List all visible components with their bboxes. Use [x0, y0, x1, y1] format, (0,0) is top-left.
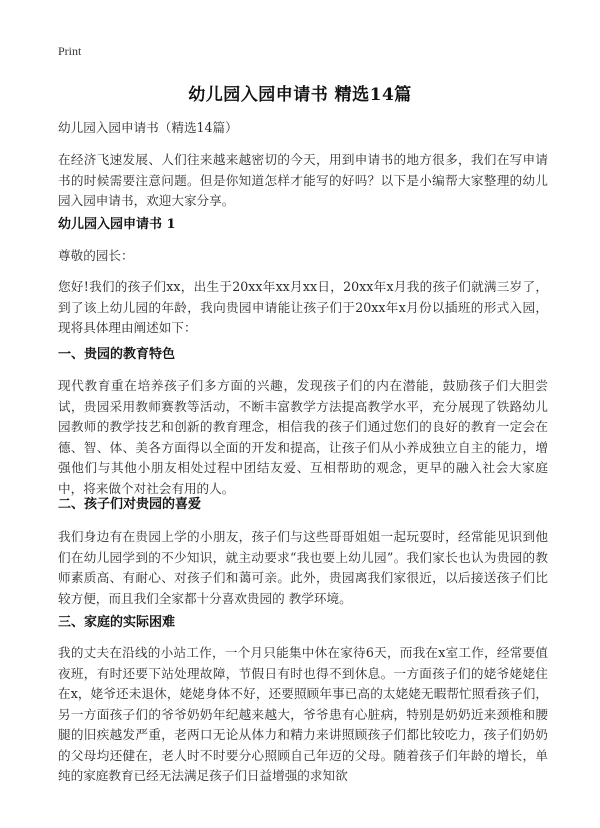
salutation: 尊敬的园长： — [58, 248, 134, 263]
section-title: 幼儿园入园申请书 1 — [58, 217, 176, 232]
heading-family-difficulties: 三、家庭的实际困难 — [58, 615, 176, 630]
intro-paragraph: 在经济飞速发展、人们往来越来越密切的今天，用到申请书的地方很多，我们在写申请书的时候需要注意问题。但是你知道怎样才能写的好吗？以下是小编帮大家整理的幼儿园入园申请书，欢迎大家分享。 — [58, 152, 548, 208]
paragraph-education-features: 现代教育重在培养孩子们多方面的兴趣，发现孩子们的内在潜能，鼓励孩子们大胆尝试，贵园采用教师赛教等活动，不断丰富教学方法提高教学水平，充分展现了铁路幼儿园教师的教学技艺和创新的教育理念，相信我的孩子们通过您们的良好的教育一定会在德、智、体、美各方面得以全面的开发和提高，让孩子们从小养成独立自主的能力，增强他们与其他小朋友相处过程中团结友爱、互相帮助的观念，更早的融入社会大家庭中，将来做个对社会有用的人。 — [58, 378, 548, 496]
opening-paragraph: 您好!我们的孩子们xx，出生于20xx年xx月xx日，20xx年x月我的孩子们就满三岁了，到了该上幼儿园的年龄，我向贵园申请能让孩子们于20xx年x月份以插班的形式入园，现将具体理由阐述如下： — [58, 279, 548, 335]
paragraph-family-difficulties: 我的丈夫在沿线的小站工作，一个月只能集中休在家待6天，而我在x室工作，经常要值夜班，有时还要下站处理故障，节假日有时也得不到休息。一方面孩子们的姥爷姥姥住在x，姥爷还未退休，姥姥身体不好，还要照顾年事已高的太姥姥无暇帮忙照看孩子们，另一方面孩子们的爷爷奶奶年纪越来越大，爷爷患有心脏病，特别是奶奶近来颈椎和腰腿的旧疾越发严重，老两口无论从体力和精力来讲照顾孩子们都比较吃力，孩子们奶奶的父母均还健在，老人时不时要分心照顾自己年迈的父母。随着孩子们年龄的增长，单纯的家庭教育已经无法满足孩子们日益增强的求知欲 — [58, 645, 548, 783]
heading-children-love: 二、孩子们对贵园的喜爱 — [58, 497, 202, 512]
print-link[interactable]: Print — [58, 44, 82, 58]
paragraph-children-love: 我们身边有在贵园上学的小朋友，孩子们与这些哥哥姐姐一起玩耍时，经常能见识到他们在幼儿园学到的不少知识，就主动要求“我也要上幼儿园”。我们家长也认为贵园的教师素质高、有耐心、对孩子们和蔼可亲。此外，贵园离我们家很近，以后接送孩子们比较方便，而且我们全家都十分喜欢贵园的 教学环境。 — [58, 529, 548, 606]
document-subtitle: 幼儿园入园申请书（精选14篇） — [58, 120, 238, 135]
document-title: 幼儿园入园申请书 精选14篇 — [188, 85, 412, 105]
heading-education-features: 一、贵园的教育特色 — [58, 347, 176, 362]
